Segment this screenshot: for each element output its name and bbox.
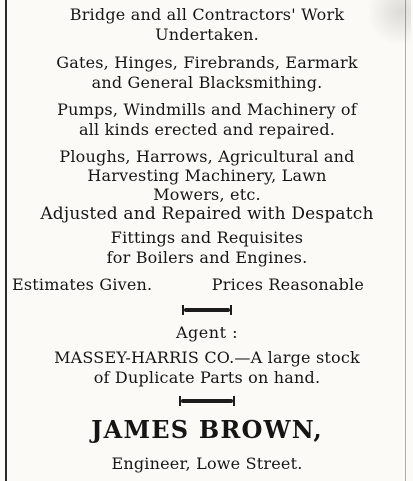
ad-line-adjusted-repaired: Adjusted and Repaired with Despatch bbox=[40, 204, 374, 224]
ad-line-duplicate-parts: of Duplicate Parts on hand. bbox=[93, 368, 321, 387]
ad-line-general-blacksmithing: and General Blacksmithing. bbox=[91, 73, 323, 92]
ad-line-erected-repaired: all kinds erected and repaired. bbox=[78, 120, 336, 139]
ad-line-gates-hinges: Gates, Hinges, Firebrands, Earmark bbox=[56, 53, 358, 72]
ad-line-bridge-contractors: Bridge and all Contractors' Work bbox=[69, 5, 345, 24]
advertiser-name: JAMES BROWN, bbox=[91, 415, 323, 444]
ad-line-mowers: Mowers, etc. bbox=[153, 185, 261, 204]
ad-line-pumps-windmills: Pumps, Windmills and Machinery of bbox=[57, 100, 357, 119]
ornamental-divider-bottom bbox=[181, 399, 233, 403]
ad-line-harvesting-machinery: Harvesting Machinery, Lawn bbox=[87, 166, 327, 185]
left-border-rule bbox=[5, 0, 7, 481]
ad-line-boilers-engines: for Boilers and Engines. bbox=[106, 248, 308, 267]
ad-line-undertaken: Undertaken. bbox=[155, 25, 259, 44]
advertiser-address: Engineer, Lowe Street. bbox=[111, 454, 303, 473]
ad-line-massey-harris: MASSEY-HARRIS CO.—A large stock bbox=[54, 348, 360, 367]
ornamental-divider-top bbox=[184, 308, 230, 312]
ad-line-fittings-requisites: Fittings and Requisites bbox=[110, 228, 304, 247]
ad-line-estimates-given: Estimates Given. bbox=[12, 275, 153, 294]
ad-line-prices-reasonable: Prices Reasonable bbox=[211, 275, 364, 294]
ad-line-agent: Agent : bbox=[176, 323, 238, 342]
ad-line-ploughs-harrows: Ploughs, Harrows, Agricultural and bbox=[59, 147, 355, 166]
